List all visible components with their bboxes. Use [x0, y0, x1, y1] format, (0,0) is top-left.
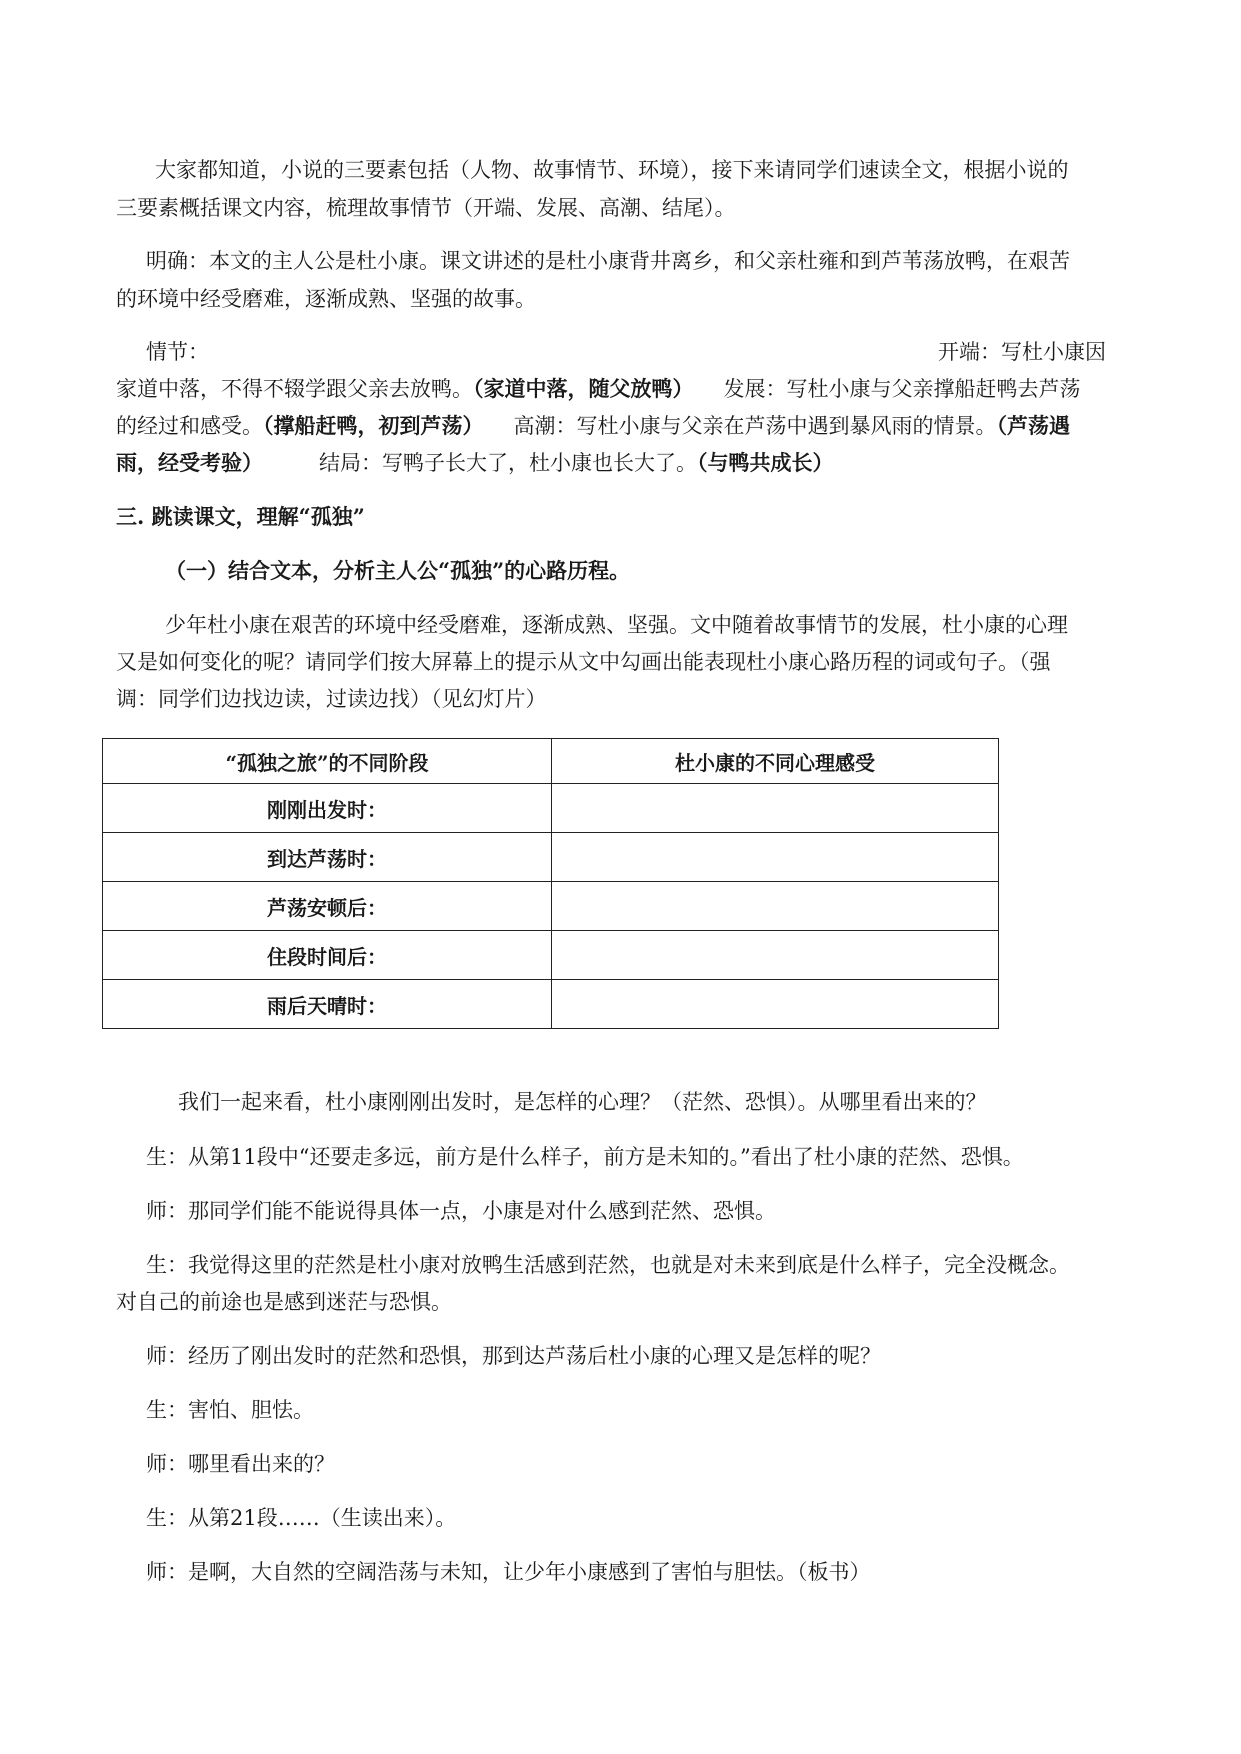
dialog-line-3: 师：那同学们能不能说得具体一点，小康是对什么感到茫然、恐惧。	[146, 1199, 776, 1223]
dialog-line-1: 我们一起来看，杜小康刚刚出发时，是怎样的心理？（茫然、恐惧）。从哪里看出来的？	[178, 1090, 987, 1114]
table-cell-stage: 芦荡安顿后：	[103, 882, 552, 931]
table-row	[103, 980, 999, 1029]
dialog-line-2: 生：从第11段中“还要走多远，前方是什么样子，前方是未知的。”看出了杜小康的茫然、恐惧。	[146, 1145, 1024, 1169]
plot-develop-head: 发展：写杜小康与父亲撑船赶鸭去芦荡	[723, 377, 1081, 401]
dialog-line-5: 师：经历了刚出发时的茫然和恐惧，那到达芦荡后杜小康的心理又是怎样的呢？	[146, 1344, 881, 1368]
plot-develop-summary: （撑船赶鸭，初到芦荡）	[263, 413, 484, 438]
table-cell-feeling	[552, 882, 999, 931]
plot-line-3	[116, 411, 1070, 441]
table-row	[103, 931, 999, 980]
table-cell-stage: 刚刚出发时：	[103, 784, 552, 833]
plot-line-4	[116, 448, 834, 478]
table-header-feeling: 杜小康的不同心理感受	[552, 739, 999, 784]
task-line-1: 少年杜小康在艰苦的环境中经受磨难，逐渐成熟、坚强。文中随着故事情节的发展，杜小康的心理	[165, 613, 1068, 637]
mingque-line-2: 的环境中经受磨难，逐渐成熟、坚强的故事。	[116, 287, 536, 311]
table-cell-stage: 雨后天晴时：	[103, 980, 552, 1029]
task-line-3: 调：同学们边找边读，过读边找）（见幻灯片）	[116, 687, 547, 711]
plot-climax-summary-start: （芦荡遇	[996, 413, 1070, 438]
dialog-line-4a: 生：我觉得这里的茫然是杜小康对放鸭生活感到茫然，也就是对未来到底是什么样子，完全没概念。	[146, 1253, 1070, 1277]
plot-ending-text: 结局：写鸭子长大了，杜小康也长大了。	[319, 451, 697, 475]
mingque-line-1: 明确：本文的主人公是杜小康。课文讲述的是杜小康背井离乡，和父亲杜雍和到芦苇荡放鸭，在艰苦	[146, 249, 1070, 273]
table-row	[103, 784, 999, 833]
plot-ending-summary: （与鸭共成长）	[697, 450, 834, 475]
dialog-line-6: 生：害怕、胆怯。	[146, 1398, 314, 1422]
table-row	[103, 833, 999, 882]
plot-climax-summary-end: 雨，经受考验）	[116, 450, 263, 475]
table-cell-stage: 到达芦荡时：	[103, 833, 552, 882]
plot-start-summary: （家道中落，随父放鸭）	[473, 376, 694, 401]
plot-start-head: 开端：写杜小康因	[938, 340, 1106, 364]
plot-start-text: 家道中落，不得不辍学跟父亲去放鸭。	[116, 377, 473, 401]
table-header-stage: “孤独之旅”的不同阶段	[103, 739, 552, 784]
table-cell-feeling	[552, 931, 999, 980]
dialog-line-8: 生：从第21段……（生读出来）。	[146, 1506, 457, 1530]
table-cell-feeling	[552, 784, 999, 833]
plot-label: 情节：	[146, 340, 209, 364]
table-row	[103, 882, 999, 931]
table-cell-stage: 住段时间后：	[103, 931, 552, 980]
dialog-line-7: 师：哪里看出来的？	[146, 1452, 335, 1476]
intro-line-2: 三要素概括课文内容，梳理故事情节（开端、发展、高潮、结尾）。	[116, 196, 736, 220]
section-3-heading: 三. 跳读课文，理解“孤独”	[116, 504, 365, 529]
stages-table	[102, 738, 999, 1029]
intro-line-1: 大家都知道，小说的三要素包括（人物、故事情节、环境），接下来请同学们速读全文，根据小说的	[155, 158, 1069, 182]
table-header-row	[103, 739, 999, 784]
table-cell-feeling	[552, 833, 999, 882]
dialog-line-4b: 对自己的前途也是感到迷茫与恐惧。	[116, 1290, 452, 1314]
subsection-1-heading: （一）结合文本，分析主人公“孤独”的心路历程。	[165, 558, 631, 583]
plot-develop-text: 的经过和感受。	[116, 414, 263, 438]
plot-climax-text: 高潮：写杜小康与父亲在芦荡中遇到暴风雨的情景。	[513, 414, 997, 438]
task-line-2: 又是如何变化的呢？请同学们按大屏幕上的提示从文中勾画出能表现杜小康心路历程的词或句子。（强	[116, 650, 1051, 674]
dialog-line-9: 师：是啊，大自然的空阔浩荡与未知，让少年小康感到了害怕与胆怯。（板书）	[146, 1560, 871, 1584]
plot-line-2	[116, 374, 1081, 404]
table-cell-feeling	[552, 980, 999, 1029]
